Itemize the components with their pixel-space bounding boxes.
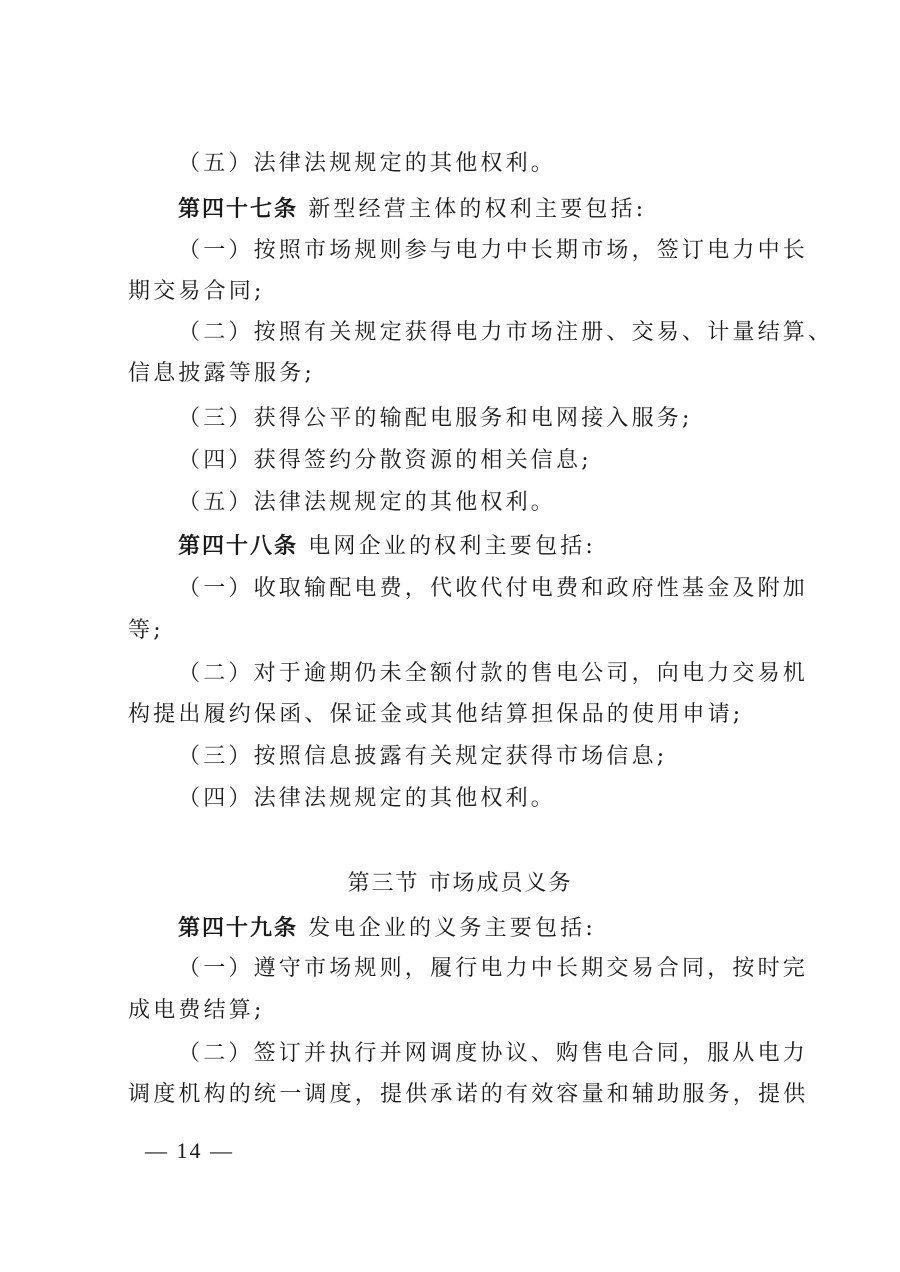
list-item-continuation: 调度机构的统一调度，提供承诺的有效容量和辅助服务，提供 (128, 1082, 809, 1107)
list-item: （三）按照信息披露有关规定获得市场信息; (178, 744, 668, 769)
list-item: （二）按照有关规定获得电力市场注册、交易、计量结算、 (178, 320, 834, 345)
list-item: （四）法律法规规定的其他权利。 (178, 786, 557, 811)
list-item-continuation: 构提出履约保函、保证金或其他结算担保品的使用申请; (128, 702, 744, 727)
article-label: 第四十八条 (178, 534, 299, 559)
list-item-continuation: 信息披露等服务; (128, 361, 316, 386)
list-item: （三）获得公平的输配电服务和电网接入服务; (178, 406, 693, 431)
list-item: （一）遵守市场规则，履行电力中长期交易合同，按时完 (178, 956, 809, 981)
article-label: 第四十七条 (178, 197, 299, 222)
list-item-continuation: 成电费结算; (128, 998, 265, 1023)
article-text: 新型经营主体的权利主要包括: (298, 197, 647, 222)
article-text: 发电企业的义务主要包括: (298, 916, 597, 941)
list-item: （二）签订并执行并网调度协议、购售电合同，服从电力 (178, 1041, 809, 1066)
article-label: 第四十九条 (178, 916, 299, 941)
list-item: （四）获得签约分散资源的相关信息; (178, 448, 592, 473)
article-heading (178, 914, 596, 944)
section-heading: 第三节 市场成员义务 (347, 871, 573, 896)
page-number: — 14 — (145, 1138, 234, 1163)
article-heading (178, 532, 596, 562)
list-item: （一）按照市场规则参与电力中长期市场，签订电力中长 (178, 238, 809, 263)
article-text: 电网企业的权利主要包括: (298, 534, 597, 559)
list-item-continuation: 等; (128, 618, 164, 643)
article-heading (178, 195, 646, 225)
list-item-continuation: 期交易合同; (128, 279, 265, 304)
list-item: （五）法律法规规定的其他权利。 (178, 151, 557, 176)
list-item: （五）法律法规规定的其他权利。 (178, 490, 557, 515)
list-item: （一）收取输配电费，代收代付电费和政府性基金及附加 (178, 576, 809, 601)
list-item: （二）对于逾期仍未全额付款的售电公司，向电力交易机 (178, 661, 809, 686)
